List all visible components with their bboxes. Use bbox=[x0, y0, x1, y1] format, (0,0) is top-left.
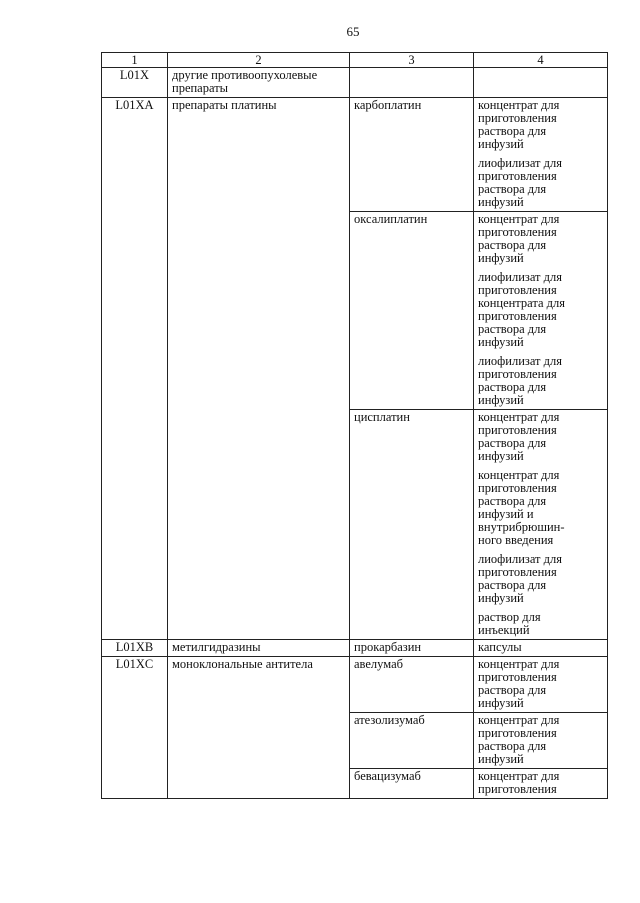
drug-name-cell bbox=[350, 68, 474, 98]
drug-list-table bbox=[101, 52, 608, 799]
drug-name: цисплатин bbox=[350, 410, 474, 640]
dosage-form: концентрат для приготовления bbox=[478, 769, 560, 796]
dosage-form: концентрат для приготовления раствора для инфузий bbox=[478, 410, 560, 463]
group-name bbox=[168, 68, 350, 98]
dosage-form: лиофилизат для приготовления концентрата для приготовления раствора для инфузий bbox=[478, 270, 566, 349]
page-number: 65 bbox=[346, 24, 360, 39]
drug-name: прокарбазин bbox=[350, 640, 474, 657]
dosage-form: концентрат для приготовления раствора для инфузий bbox=[478, 657, 560, 710]
dosage-form: лиофилизат для приготовления раствора для инфузий bbox=[478, 354, 562, 407]
group-name-text: другие противоопухолевые препараты bbox=[172, 68, 318, 95]
dosage-form: лиофилизат для приготовления раствора для инфузий bbox=[478, 552, 562, 605]
dosage-form: концентрат для приготовления раствора для инфузий bbox=[478, 713, 560, 766]
dosage-form: лиофилизат для приготовления раствора для инфузий bbox=[478, 156, 562, 209]
drug-name: атезолизумаб bbox=[350, 713, 474, 769]
dosage-form: капсулы bbox=[474, 640, 608, 657]
group-name: моноклональные антитела bbox=[168, 657, 350, 799]
dosage-form: раствор для инъекций bbox=[478, 610, 541, 637]
header-row bbox=[102, 53, 608, 68]
column-header-2: 2 bbox=[168, 53, 350, 68]
group-name: метилгидразины bbox=[168, 640, 350, 657]
dosage-form-cell bbox=[474, 410, 608, 640]
table-row bbox=[102, 640, 608, 657]
dosage-form: концентрат для приготовления раствора для инфузий bbox=[478, 98, 560, 151]
drug-name: оксалиплатин bbox=[350, 212, 474, 410]
atc-code: L01X bbox=[102, 68, 168, 98]
dosage-form-cell bbox=[474, 68, 608, 98]
column-header-4: 4 bbox=[474, 53, 608, 68]
dosage-form-cell bbox=[474, 657, 608, 713]
table-row bbox=[102, 98, 608, 212]
atc-code: L01XB bbox=[102, 640, 168, 657]
dosage-form-cell bbox=[474, 98, 608, 212]
drug-name: бевацизумаб bbox=[350, 769, 474, 799]
dosage-form-cell bbox=[474, 212, 608, 410]
table-row bbox=[102, 68, 608, 98]
dosage-form: концентрат для приготовления раствора для инфузий и внутрибрюшин- ного введения bbox=[478, 468, 565, 547]
table-row bbox=[102, 657, 608, 713]
drug-name: карбоплатин bbox=[350, 98, 474, 212]
column-header-3: 3 bbox=[350, 53, 474, 68]
group-name: препараты платины bbox=[168, 98, 350, 640]
atc-code: L01XC bbox=[102, 657, 168, 799]
column-header-1: 1 bbox=[102, 53, 168, 68]
atc-code: L01XA bbox=[102, 98, 168, 640]
dosage-form-cell bbox=[474, 713, 608, 769]
dosage-form-cell bbox=[474, 769, 608, 799]
dosage-form: концентрат для приготовления раствора для инфузий bbox=[478, 212, 560, 265]
drug-name: авелумаб bbox=[350, 657, 474, 713]
